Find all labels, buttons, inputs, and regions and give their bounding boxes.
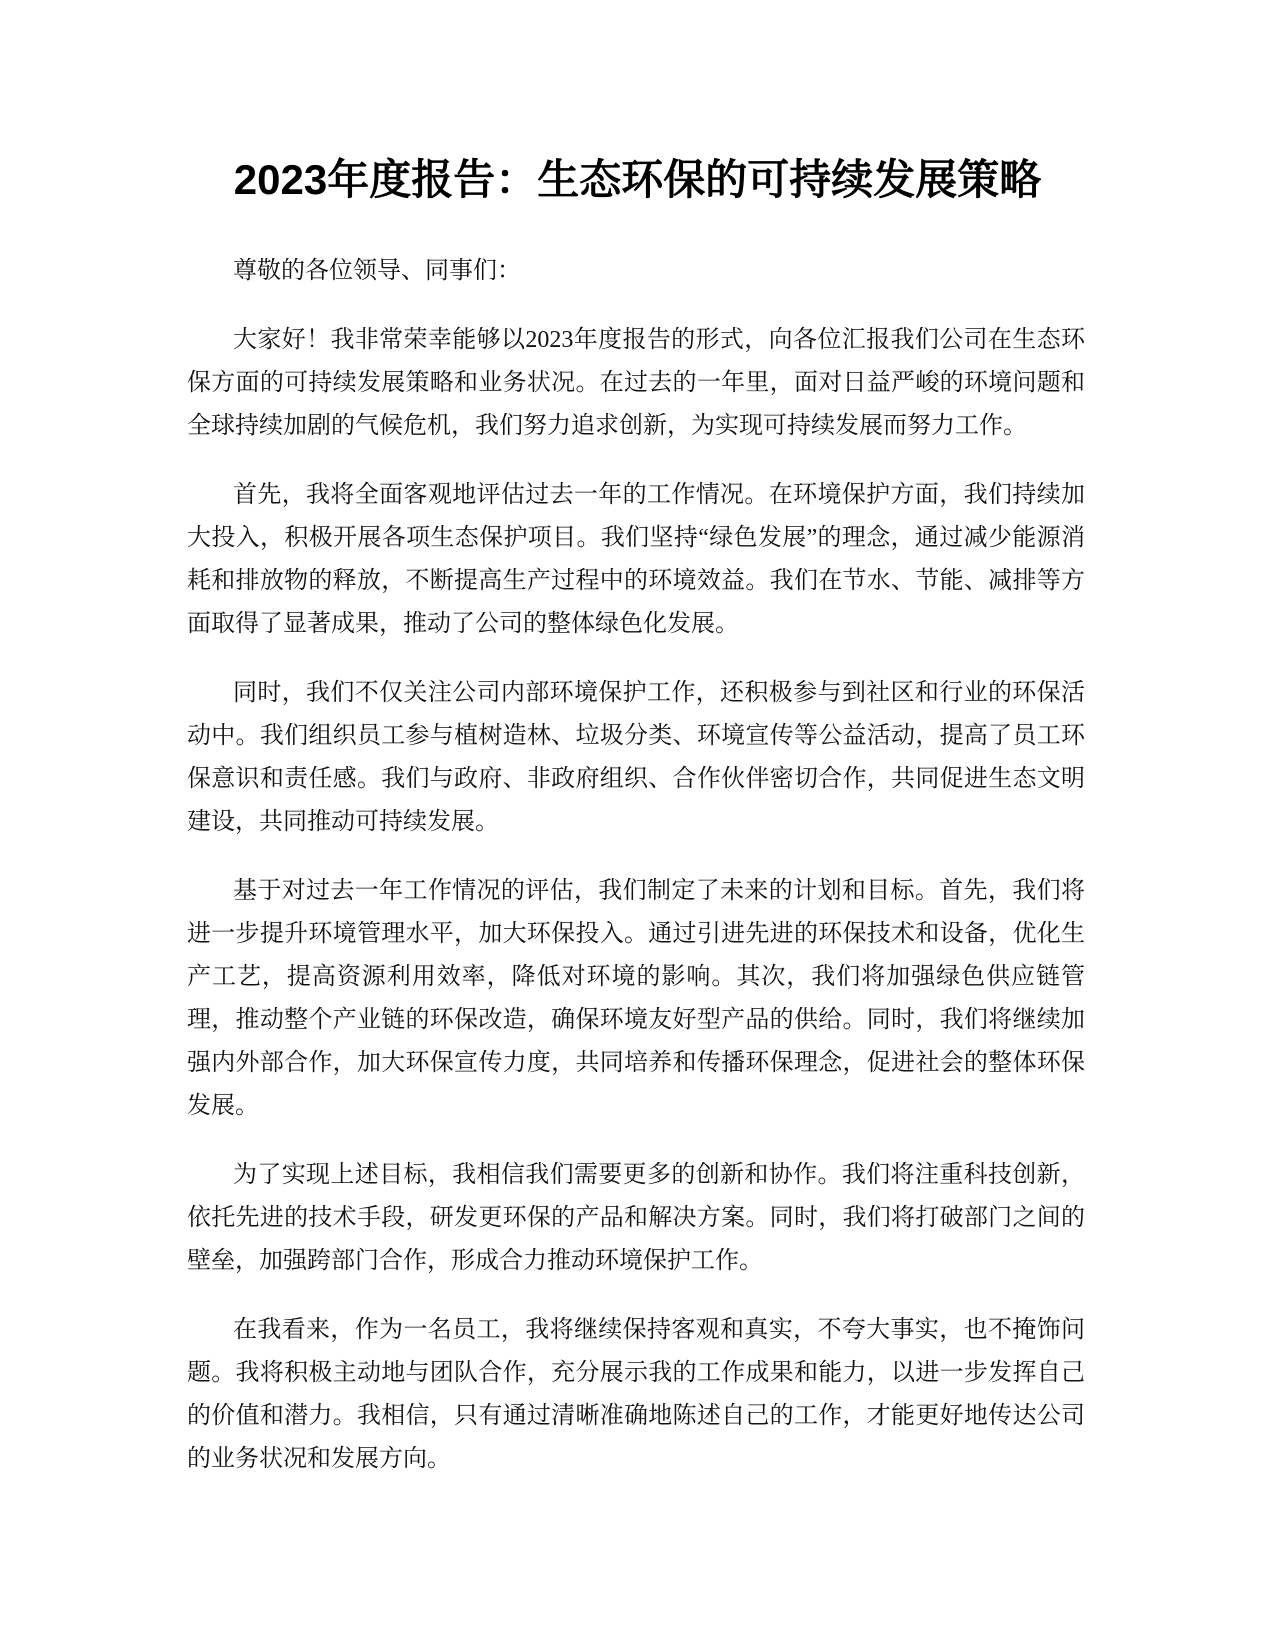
paragraph-innovation: 为了实现上述目标，我相信我们需要更多的创新和协作。我们将注重科技创新，依托先进的技术手段，研发更环保的产品和解决方案。同时，我们将打破部门之间的壁垒，加强跨部门合作，形成合力推动环境保护工作。 bbox=[187, 1162, 1085, 1274]
paragraph-review: 首先，我将全面客观地评估过去一年的工作情况。在环境保护方面，我们持续加大投入，积极开展各项生态保护项目。我们坚持“绿色发展”的理念，通过减少能源消耗和排放物的释放，不断提高生产过程中的环境效益。我们在节水、节能、减排等方面取得了显著成果，推动了公司的整体绿色化发展。 bbox=[187, 482, 1085, 637]
document-body bbox=[187, 250, 1085, 1507]
paragraph-salutation: 尊敬的各位领导、同事们： bbox=[233, 258, 521, 284]
paragraph-plans: 基于对过去一年工作情况的评估，我们制定了未来的计划和目标。首先，我们将进一步提升环境管理水平，加大环保投入。通过引进先进的环保技术和设备，优化生产工艺，提高资源利用效率，降低对环境的影响。其次，我们将加强绿色供应链管理，推动整个产业链的环保改造，确保环境友好型产品的供给。同时，我们将继续加强内外部合作，加大环保宣传力度，共同培养和传播环保理念，促进社会的整体环保发展。 bbox=[187, 878, 1085, 1119]
paragraph-greeting: 大家好！我非常荣幸能够以2023年度报告的形式，向各位汇报我们公司在生态环保方面的可持续发展策略和业务状况。在过去的一年里，面对日益严峻的环境问题和全球持续加剧的气候危机，我们努力追求创新，为实现可持续发展而努力工作。 bbox=[187, 327, 1085, 439]
paragraph-personal: 在我看来，作为一名员工，我将继续保持客观和真实，不夸大事实，也不掩饰问题。我将积极主动地与团队合作，充分展示我的工作成果和能力，以进一步发挥自己的价值和潜力。我相信，只有通过清晰准确地陈述自己的工作，才能更好地传达公司的业务状况和发展方向。 bbox=[187, 1317, 1085, 1472]
document-title: 2023年度报告：生态环保的可持续发展策略 bbox=[233, 156, 1042, 203]
paragraph-community: 同时，我们不仅关注公司内部环境保护工作，还积极参与到社区和行业的环保活动中。我们组织员工参与植树造林、垃圾分类、环境宣传等公益活动，提高了员工环保意识和责任感。我们与政府、非政府组织、合作伙伴密切合作，共同促进生态文明建设，共同推动可持续发展。 bbox=[187, 680, 1085, 835]
